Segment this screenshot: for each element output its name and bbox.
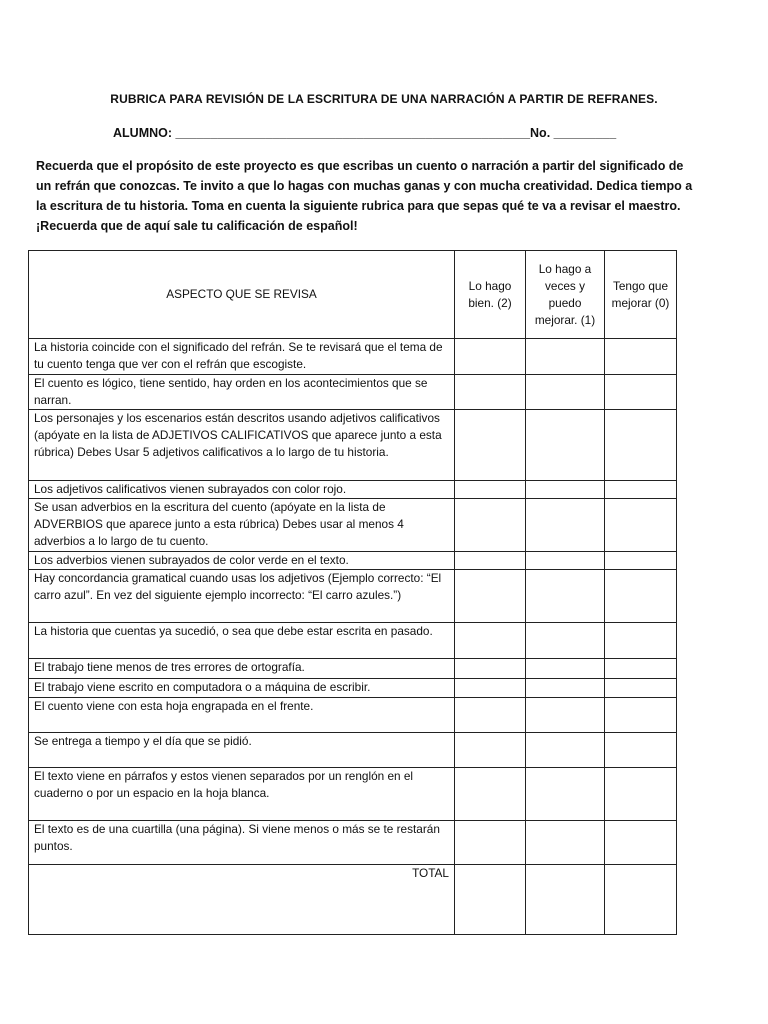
score-cell-1[interactable] — [526, 623, 605, 659]
score-cell-2[interactable] — [455, 499, 526, 552]
score-cell-2[interactable] — [455, 623, 526, 659]
score-cell-1[interactable] — [526, 768, 605, 821]
total-row — [29, 865, 677, 935]
criterion-text: El cuento es lógico, tiene sentido, hay orden en los acontecimientos que se narran. — [29, 375, 455, 410]
intro-paragraph: Recuerda que el propósito de este proyecto es que escribas un cuento o narración a partir del significado de un refrán que conozcas. Te invito a que lo hagas con muchas ganas y con mucha creatividad. Dedica tiempo a la escritura de tu historia. Toma en cuenta la siguiente rubrica para que sepas qué te va a revisar el maestro. ¡Recuerda que de aquí sale tu calificación de español! — [36, 159, 693, 233]
score-cell-1[interactable] — [526, 481, 605, 499]
score-cell-0[interactable] — [605, 679, 677, 698]
criterion-text: Los adjetivos calificativos vienen subrayados con color rojo. — [29, 481, 455, 499]
score-cell-2[interactable] — [455, 679, 526, 698]
table-row — [29, 733, 677, 768]
score-cell-0[interactable] — [605, 481, 677, 499]
score-cell-0[interactable] — [605, 659, 677, 679]
score-cell-1[interactable] — [526, 733, 605, 768]
score-cell-0[interactable] — [605, 733, 677, 768]
total-cell-2[interactable] — [455, 865, 526, 935]
score-cell-1[interactable] — [526, 570, 605, 623]
table-row — [29, 768, 677, 821]
header-score-0: Tengo que mejorar (0) — [605, 251, 677, 339]
criterion-text: La historia coincide con el significado del refrán. Se te revisará que el tema de tu cuento tenga que ver con el refrán que escogiste. — [29, 339, 455, 375]
table-row — [29, 821, 677, 865]
score-cell-1[interactable] — [526, 410, 605, 481]
header-aspect: ASPECTO QUE SE REVISA — [29, 251, 455, 339]
criterion-text: La historia que cuentas ya sucedió, o sea que debe estar escrita en pasado. — [29, 623, 455, 659]
table-row — [29, 552, 677, 570]
score-cell-0[interactable] — [605, 698, 677, 733]
table-row — [29, 375, 677, 410]
score-cell-2[interactable] — [455, 410, 526, 481]
table-row — [29, 339, 677, 375]
table-row — [29, 659, 677, 679]
table-row — [29, 698, 677, 733]
score-cell-1[interactable] — [526, 821, 605, 865]
score-cell-0[interactable] — [605, 570, 677, 623]
score-cell-2[interactable] — [455, 570, 526, 623]
criterion-text: El trabajo tiene menos de tres errores de ortografía. — [29, 659, 455, 679]
criterion-text: Se usan adverbios en la escritura del cuento (apóyate en la lista de ADVERBIOS que aparece junto a esta rúbrica) Debes usar al menos 4 adverbios a lo largo de tu cuento. — [29, 499, 455, 552]
student-line: ALUMNO: ___________________________________________________No. _________ — [113, 126, 617, 140]
criterion-text: El trabajo viene escrito en computadora o a máquina de escribir. — [29, 679, 455, 698]
criterion-text: Los adverbios vienen subrayados de color verde en el texto. — [29, 552, 455, 570]
score-cell-0[interactable] — [605, 821, 677, 865]
criterion-text: El cuento viene con esta hoja engrapada en el frente. — [29, 698, 455, 733]
score-cell-2[interactable] — [455, 339, 526, 375]
score-cell-1[interactable] — [526, 698, 605, 733]
table-row — [29, 481, 677, 499]
score-cell-1[interactable] — [526, 339, 605, 375]
score-cell-2[interactable] — [455, 733, 526, 768]
score-cell-2[interactable] — [455, 375, 526, 410]
rubric-table — [28, 250, 677, 935]
table-row — [29, 499, 677, 552]
criterion-text: Los personajes y los escenarios están descritos usando adjetivos calificativos (apóyate en la lista de ADJETIVOS CALIFICATIVOS que aparece junto a esta rúbrica) Debes Usar 5 adjetivos calificativos a lo largo de tu historia. — [29, 410, 455, 481]
header-score-2: Lo hago bien. (2) — [455, 251, 526, 339]
score-cell-1[interactable] — [526, 659, 605, 679]
score-cell-2[interactable] — [455, 552, 526, 570]
criterion-text: Se entrega a tiempo y el día que se pidió. — [29, 733, 455, 768]
header-score-1: Lo hago a veces y puedo mejorar. (1) — [526, 251, 605, 339]
score-cell-0[interactable] — [605, 552, 677, 570]
score-cell-1[interactable] — [526, 552, 605, 570]
score-cell-0[interactable] — [605, 339, 677, 375]
total-cell-1[interactable] — [526, 865, 605, 935]
table-row — [29, 410, 677, 481]
score-cell-0[interactable] — [605, 623, 677, 659]
score-cell-2[interactable] — [455, 481, 526, 499]
table-row — [29, 570, 677, 623]
score-cell-1[interactable] — [526, 375, 605, 410]
total-cell-0[interactable] — [605, 865, 677, 935]
score-cell-2[interactable] — [455, 659, 526, 679]
score-cell-0[interactable] — [605, 499, 677, 552]
document-title: RUBRICA PARA REVISIÓN DE LA ESCRITURA DE UNA NARRACIÓN A PARTIR DE REFRANES. — [110, 92, 658, 106]
score-cell-0[interactable] — [605, 375, 677, 410]
table-header-row — [29, 251, 677, 339]
criterion-text: Hay concordancia gramatical cuando usas los adjetivos (Ejemplo correcto: “El carro azul”. En vez del siguiente ejemplo incorrecto: “El carro azules.”) — [29, 570, 455, 623]
score-cell-0[interactable] — [605, 768, 677, 821]
criterion-text: El texto viene en párrafos y estos vienen separados por un renglón en el cuaderno o por un espacio en la hoja blanca. — [29, 768, 455, 821]
criterion-text: El texto es de una cuartilla (una página). Si viene menos o más se te restarán puntos. — [29, 821, 455, 865]
score-cell-2[interactable] — [455, 698, 526, 733]
table-row — [29, 679, 677, 698]
total-label: TOTAL — [29, 865, 455, 935]
score-cell-0[interactable] — [605, 410, 677, 481]
score-cell-1[interactable] — [526, 499, 605, 552]
score-cell-2[interactable] — [455, 821, 526, 865]
score-cell-2[interactable] — [455, 768, 526, 821]
score-cell-1[interactable] — [526, 679, 605, 698]
table-row — [29, 623, 677, 659]
